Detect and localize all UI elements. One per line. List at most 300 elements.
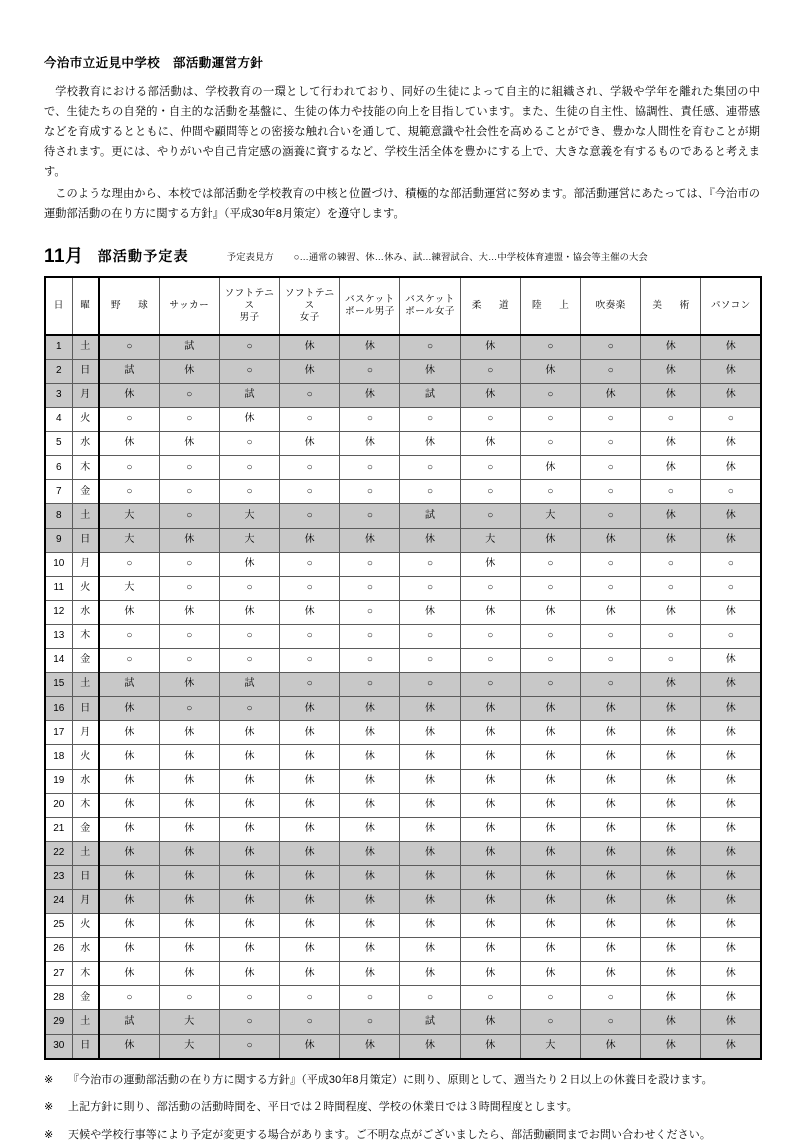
header-line: 柔 道 [471,299,513,311]
cell-activity-陸上: 休 [520,914,580,938]
table-row [45,335,761,360]
cell-day-of-week: 月 [72,721,99,745]
cell-activity-バスケットボール男子: 休 [340,793,400,817]
cell-activity-バスケットボール男子: 休 [340,697,400,721]
cell-activity-野球: 休 [99,697,159,721]
table-row [45,914,761,938]
cell-activity-バスケットボール男子: ○ [340,359,400,383]
cell-activity-サッカー: ○ [159,480,219,504]
cell-day-of-week: 火 [72,576,99,600]
cell-activity-陸上: ○ [520,986,580,1010]
cell-activity-パソコン: ○ [701,480,761,504]
cell-activity-ソフトテニス男子: ○ [219,624,279,648]
cell-activity-パソコン: 休 [701,1034,761,1059]
cell-activity-パソコン: 休 [701,986,761,1010]
cell-activity-吹奏楽: 休 [581,769,641,793]
cell-activity-美術: 休 [641,865,701,889]
note-text: 天候や学校行事等により予定が変更する場合があります。ご不明な点がございましたら、部活動顧問までお問い合わせください。 [68,1128,711,1141]
cell-activity-バスケットボール男子: 休 [340,769,400,793]
cell-activity-バスケットボール女子: ○ [400,335,460,360]
cell-activity-柔道: 休 [460,600,520,624]
legend-label: 予定表見方 [226,251,274,262]
table-header [45,277,761,335]
cell-activity-吹奏楽: 休 [581,697,641,721]
cell-activity-陸上: 休 [520,697,580,721]
cell-activity-サッカー: ○ [159,986,219,1010]
cell-activity-サッカー: 休 [159,745,219,769]
cell-activity-バスケットボール男子: 休 [340,914,400,938]
cell-activity-ソフトテニス男子: 試 [219,384,279,408]
cell-activity-ソフトテニス男子: 休 [219,721,279,745]
cell-activity-ソフトテニス女子: ○ [280,384,340,408]
cell-activity-陸上: 休 [520,359,580,383]
cell-activity-パソコン: 休 [701,359,761,383]
cell-activity-サッカー: 休 [159,769,219,793]
cell-activity-美術: 休 [641,600,701,624]
cell-day-of-week: 木 [72,793,99,817]
cell-activity-野球: 休 [99,1034,159,1059]
cell-activity-柔道: 休 [460,865,520,889]
cell-activity-柔道: 休 [460,384,520,408]
cell-activity-パソコン: 休 [701,504,761,528]
cell-day-of-week: 日 [72,528,99,552]
cell-activity-美術: 休 [641,914,701,938]
cell-day-number: 13 [45,624,72,648]
table-row [45,938,761,962]
cell-activity-ソフトテニス男子: 休 [219,552,279,576]
cell-activity-パソコン: 休 [701,649,761,673]
cell-activity-バスケットボール男子: ○ [340,986,400,1010]
cell-activity-野球: 休 [99,889,159,913]
cell-activity-柔道: 休 [460,721,520,745]
header-line: 日 [53,299,64,311]
cell-activity-ソフトテニス女子: 休 [280,817,340,841]
cell-activity-ソフトテニス男子: 試 [219,673,279,697]
cell-activity-ソフトテニス男子: 休 [219,914,279,938]
cell-day-number: 19 [45,769,72,793]
cell-activity-美術: 休 [641,986,701,1010]
cell-activity-バスケットボール女子: 休 [400,721,460,745]
cell-day-of-week: 木 [72,624,99,648]
cell-day-number: 6 [45,456,72,480]
cell-activity-野球: 休 [99,432,159,456]
cell-activity-ソフトテニス男子: ○ [219,649,279,673]
cell-day-number: 17 [45,721,72,745]
column-header-陸上 [520,277,580,335]
cell-activity-美術: 休 [641,359,701,383]
cell-activity-バスケットボール女子: 休 [400,745,460,769]
cell-activity-ソフトテニス女子: 休 [280,1034,340,1059]
cell-activity-バスケットボール男子: ○ [340,576,400,600]
cell-activity-バスケットボール男子: 休 [340,889,400,913]
note-marker-icon: ※ [44,1073,54,1086]
cell-activity-野球: 休 [99,841,159,865]
cell-activity-バスケットボール男子: ○ [340,600,400,624]
cell-activity-柔道: 休 [460,889,520,913]
cell-activity-サッカー: 休 [159,841,219,865]
cell-activity-陸上: 休 [520,962,580,986]
table-row [45,408,761,432]
legend-text: ○…通常の練習、休…休み、試…練習試合、大…中学校体育連盟・協会等主催の大会 [293,251,648,262]
cell-activity-ソフトテニス女子: 休 [280,745,340,769]
header-line: 吹奏楽 [595,299,626,311]
cell-activity-吹奏楽: 休 [581,841,641,865]
cell-activity-野球: 休 [99,914,159,938]
footer-note [44,1072,760,1089]
cell-activity-柔道: ○ [460,673,520,697]
cell-activity-陸上: 休 [520,745,580,769]
cell-activity-ソフトテニス男子: 大 [219,504,279,528]
cell-activity-吹奏楽: 休 [581,528,641,552]
note-marker-icon: ※ [44,1128,54,1141]
cell-activity-パソコン: ○ [701,408,761,432]
cell-activity-パソコン: ○ [701,624,761,648]
cell-activity-陸上: 休 [520,769,580,793]
cell-activity-ソフトテニス女子: 休 [280,865,340,889]
cell-activity-柔道: ○ [460,480,520,504]
cell-activity-美術: ○ [641,576,701,600]
cell-activity-柔道: 休 [460,793,520,817]
cell-day-of-week: 火 [72,408,99,432]
paragraph-1: 学校教育における部活動は、学校教育の一環として行われており、同好の生徒によって自主的に組織され、学級や学年を離れた集団の中で、生徒たちの自発的・自主的な活動を基盤に、生徒の体力や技能の向上を目指しています。また、生徒の自主性、協調性、責任感、連帯感などを育成するとともに、仲間や顧問等との密接な触れ合いを通して、規範意識や社会性を高めることができ、豊かな人間性を育むことが期待されます。更には、やりがいや自己肯定感の涵養に資するなど、学校生活全体を豊かにする上で、大きな意義を有するものであると考えます。 [44,86,760,178]
cell-activity-サッカー: 休 [159,889,219,913]
cell-activity-パソコン: 休 [701,1010,761,1034]
cell-activity-ソフトテニス女子: 休 [280,600,340,624]
paragraph-2: このような理由から、本校では部活動を学校教育の中核と位置づけ、積極的な部活動運営に努めます。部活動運営にあたっては、『今治市の運動部活動の在り方に関する方針』（平成30年8月策定）を遵守します。 [44,187,760,220]
table-row [45,432,761,456]
cell-activity-野球: 休 [99,745,159,769]
cell-day-number: 27 [45,962,72,986]
cell-activity-ソフトテニス女子: 休 [280,528,340,552]
cell-activity-パソコン: 休 [701,335,761,360]
cell-activity-ソフトテニス男子: ○ [219,335,279,360]
cell-activity-柔道: ○ [460,359,520,383]
cell-activity-野球: ○ [99,480,159,504]
cell-activity-バスケットボール女子: ○ [400,986,460,1010]
cell-activity-ソフトテニス女子: ○ [280,480,340,504]
cell-activity-バスケットボール女子: 休 [400,865,460,889]
cell-activity-ソフトテニス女子: ○ [280,576,340,600]
cell-day-number: 28 [45,986,72,1010]
cell-activity-野球: ○ [99,624,159,648]
cell-activity-ソフトテニス女子: ○ [280,673,340,697]
cell-activity-バスケットボール女子: 休 [400,1034,460,1059]
cell-activity-柔道: 休 [460,432,520,456]
cell-activity-吹奏楽: ○ [581,480,641,504]
cell-activity-吹奏楽: ○ [581,359,641,383]
cell-activity-美術: 休 [641,456,701,480]
table-row [45,673,761,697]
cell-activity-ソフトテニス女子: ○ [280,624,340,648]
cell-activity-柔道: 休 [460,1034,520,1059]
cell-activity-美術: ○ [641,552,701,576]
cell-activity-吹奏楽: 休 [581,745,641,769]
page-title: 今治市立近見中学校 部活動運営方針 [44,56,264,70]
cell-activity-バスケットボール女子: 休 [400,962,460,986]
cell-day-number: 21 [45,817,72,841]
cell-day-of-week: 木 [72,962,99,986]
cell-activity-野球: 大 [99,528,159,552]
column-header-バスケットボール女子 [400,277,460,335]
cell-activity-柔道: 休 [460,817,520,841]
cell-day-number: 18 [45,745,72,769]
cell-day-number: 2 [45,359,72,383]
cell-activity-柔道: 休 [460,938,520,962]
cell-day-of-week: 土 [72,673,99,697]
cell-activity-美術: 休 [641,384,701,408]
cell-day-of-week: 土 [72,504,99,528]
cell-activity-野球: ○ [99,456,159,480]
cell-activity-パソコン: 休 [701,889,761,913]
cell-activity-吹奏楽: 休 [581,793,641,817]
cell-activity-ソフトテニス男子: 休 [219,600,279,624]
cell-activity-バスケットボール女子: 休 [400,432,460,456]
cell-activity-ソフトテニス男子: ○ [219,986,279,1010]
cell-activity-吹奏楽: ○ [581,673,641,697]
cell-activity-柔道: ○ [460,576,520,600]
cell-activity-野球: 大 [99,576,159,600]
cell-activity-バスケットボール男子: ○ [340,649,400,673]
cell-activity-吹奏楽: 休 [581,889,641,913]
footer-note [44,1099,760,1116]
cell-activity-吹奏楽: 休 [581,938,641,962]
cell-day-of-week: 日 [72,1034,99,1059]
cell-activity-吹奏楽: 休 [581,384,641,408]
cell-activity-バスケットボール女子: 休 [400,528,460,552]
cell-activity-吹奏楽: ○ [581,576,641,600]
cell-activity-美術: 休 [641,889,701,913]
cell-activity-ソフトテニス男子: 休 [219,962,279,986]
column-header-パソコン [701,277,761,335]
cell-day-of-week: 火 [72,914,99,938]
cell-activity-美術: 休 [641,745,701,769]
cell-day-number: 20 [45,793,72,817]
cell-day-of-week: 水 [72,938,99,962]
cell-activity-吹奏楽: 休 [581,817,641,841]
table-row [45,865,761,889]
cell-activity-柔道: 休 [460,914,520,938]
cell-activity-陸上: ○ [520,624,580,648]
cell-day-of-week: 日 [72,697,99,721]
cell-day-number: 15 [45,673,72,697]
cell-activity-柔道: 休 [460,841,520,865]
cell-activity-バスケットボール男子: 休 [340,865,400,889]
table-row [45,1034,761,1059]
cell-activity-パソコン: 休 [701,432,761,456]
cell-activity-野球: 休 [99,793,159,817]
cell-activity-陸上: 休 [520,721,580,745]
table-row [45,600,761,624]
table-row [45,359,761,383]
cell-activity-サッカー: 休 [159,528,219,552]
cell-activity-バスケットボール男子: 休 [340,384,400,408]
header-line: ボール女子 [405,305,455,317]
cell-activity-パソコン: 休 [701,865,761,889]
cell-activity-吹奏楽: 休 [581,962,641,986]
cell-activity-柔道: 休 [460,335,520,360]
cell-activity-パソコン: 休 [701,817,761,841]
schedule-month [44,247,84,266]
table-row [45,817,761,841]
table-row [45,841,761,865]
cell-day-of-week: 月 [72,889,99,913]
header-line: バスケット [345,293,395,305]
schedule-title: 部活動予定表 [97,248,189,265]
cell-day-of-week: 水 [72,600,99,624]
cell-day-of-week: 金 [72,986,99,1010]
cell-activity-バスケットボール女子: 休 [400,793,460,817]
cell-activity-柔道: 休 [460,697,520,721]
cell-day-number: 24 [45,889,72,913]
cell-activity-ソフトテニス女子: ○ [280,456,340,480]
cell-activity-パソコン: 休 [701,914,761,938]
cell-activity-陸上: 休 [520,889,580,913]
cell-activity-柔道: ○ [460,649,520,673]
cell-activity-バスケットボール女子: 休 [400,697,460,721]
cell-activity-柔道: ○ [460,986,520,1010]
cell-activity-陸上: 休 [520,865,580,889]
cell-activity-サッカー: ○ [159,552,219,576]
cell-day-number: 4 [45,408,72,432]
cell-activity-バスケットボール女子: ○ [400,649,460,673]
cell-activity-パソコン: 休 [701,962,761,986]
cell-activity-柔道: 休 [460,769,520,793]
cell-activity-バスケットボール男子: 休 [340,841,400,865]
cell-activity-野球: 休 [99,721,159,745]
cell-day-number: 14 [45,649,72,673]
cell-activity-バスケットボール女子: 休 [400,817,460,841]
cell-activity-陸上: 大 [520,1034,580,1059]
cell-activity-吹奏楽: 休 [581,865,641,889]
cell-day-number: 7 [45,480,72,504]
cell-activity-野球: 休 [99,769,159,793]
cell-activity-柔道: ○ [460,408,520,432]
column-header-吹奏楽 [581,277,641,335]
cell-activity-陸上: ○ [520,649,580,673]
cell-activity-ソフトテニス男子: 休 [219,745,279,769]
cell-activity-ソフトテニス男子: ○ [219,480,279,504]
cell-activity-ソフトテニス女子: 休 [280,335,340,360]
cell-activity-サッカー: ○ [159,624,219,648]
header-row [45,277,761,335]
table-row [45,745,761,769]
table-row [45,793,761,817]
cell-activity-野球: 休 [99,938,159,962]
cell-activity-ソフトテニス女子: ○ [280,1010,340,1034]
cell-activity-美術: 休 [641,673,701,697]
cell-activity-陸上: ○ [520,408,580,432]
cell-activity-サッカー: 休 [159,793,219,817]
cell-activity-パソコン: 休 [701,841,761,865]
cell-activity-バスケットボール男子: 休 [340,1034,400,1059]
cell-activity-バスケットボール女子: ○ [400,480,460,504]
activity-schedule-table [44,276,762,1060]
cell-activity-バスケットボール女子: ○ [400,552,460,576]
cell-activity-吹奏楽: ○ [581,552,641,576]
cell-activity-バスケットボール女子: ○ [400,408,460,432]
table-row [45,1010,761,1034]
column-header-美術 [641,277,701,335]
cell-activity-柔道: 休 [460,745,520,769]
cell-activity-バスケットボール男子: 休 [340,938,400,962]
header-line: ソフトテニス [224,287,275,311]
cell-activity-美術: 休 [641,432,701,456]
cell-activity-バスケットボール男子: 休 [340,817,400,841]
cell-activity-バスケットボール女子: 試 [400,384,460,408]
cell-day-of-week: 金 [72,649,99,673]
note-text: 上記方針に則り、部活動の活動時間を、平日では２時間程度、学校の休業日では３時間程度とします。 [68,1101,578,1114]
cell-activity-吹奏楽: ○ [581,649,641,673]
cell-activity-バスケットボール男子: ○ [340,624,400,648]
cell-activity-サッカー: 休 [159,721,219,745]
cell-activity-柔道: ○ [460,504,520,528]
cell-activity-パソコン: 休 [701,793,761,817]
cell-activity-美術: ○ [641,649,701,673]
cell-activity-パソコン: 休 [701,528,761,552]
table-row [45,456,761,480]
cell-activity-ソフトテニス女子: ○ [280,504,340,528]
cell-activity-パソコン: 休 [701,769,761,793]
cell-activity-バスケットボール男子: 休 [340,962,400,986]
cell-activity-ソフトテニス男子: 休 [219,408,279,432]
cell-activity-陸上: ○ [520,576,580,600]
cell-day-of-week: 木 [72,456,99,480]
table-row [45,721,761,745]
cell-activity-柔道: 休 [460,552,520,576]
cell-activity-野球: 試 [99,673,159,697]
cell-activity-吹奏楽: 休 [581,721,641,745]
cell-activity-ソフトテニス女子: 休 [280,697,340,721]
intro-paragraphs [44,83,760,225]
cell-day-of-week: 月 [72,384,99,408]
cell-activity-柔道: 大 [460,528,520,552]
cell-activity-バスケットボール女子: 休 [400,600,460,624]
cell-day-of-week: 水 [72,769,99,793]
cell-activity-陸上: ○ [520,1010,580,1034]
cell-activity-陸上: 休 [520,841,580,865]
footer-note [44,1127,760,1143]
legend [227,252,648,263]
cell-activity-陸上: 休 [520,456,580,480]
cell-activity-パソコン: 休 [701,673,761,697]
cell-activity-バスケットボール男子: 休 [340,432,400,456]
note-text: 『今治市の運動部活動の在り方に関する方針』（平成30年8月策定）に則り、原則として、週当たり２日以上の休養日を設けます。 [68,1073,713,1086]
cell-day-of-week: 月 [72,552,99,576]
cell-activity-バスケットボール男子: 休 [340,721,400,745]
cell-activity-吹奏楽: ○ [581,432,641,456]
cell-day-of-week: 火 [72,745,99,769]
cell-activity-野球: 休 [99,865,159,889]
cell-activity-バスケットボール女子: ○ [400,673,460,697]
cell-activity-サッカー: 休 [159,359,219,383]
cell-activity-吹奏楽: ○ [581,986,641,1010]
table-row [45,962,761,986]
footer-notes [44,1072,760,1143]
cell-day-number: 25 [45,914,72,938]
column-header-サッカー [159,277,219,335]
cell-activity-ソフトテニス女子: ○ [280,408,340,432]
table-row [45,384,761,408]
cell-activity-野球: 試 [99,1010,159,1034]
cell-activity-美術: 休 [641,335,701,360]
cell-day-of-week: 土 [72,335,99,360]
cell-day-of-week: 土 [72,1010,99,1034]
header-line: 陸 上 [532,299,573,311]
cell-activity-美術: ○ [641,408,701,432]
cell-activity-ソフトテニス男子: 大 [219,528,279,552]
column-header-野球 [99,277,159,335]
cell-activity-バスケットボール男子: ○ [340,480,400,504]
